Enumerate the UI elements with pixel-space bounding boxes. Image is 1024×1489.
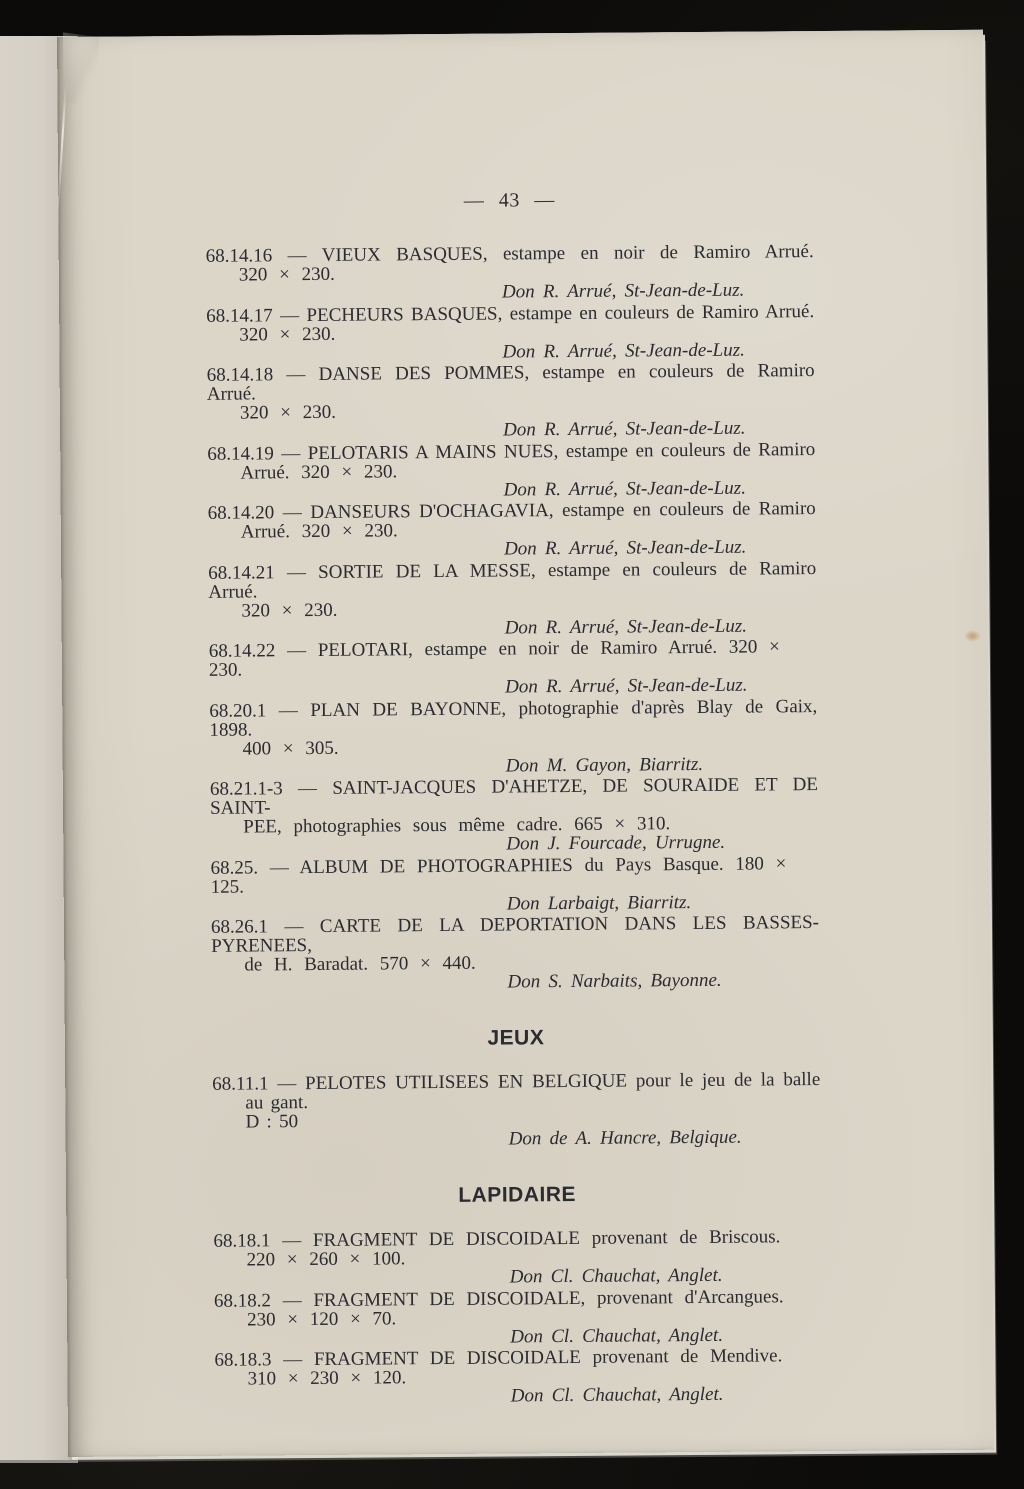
- entry-line: 220 × 260 × 100.: [246, 1248, 406, 1271]
- catalog-entry-68.25.: [210, 854, 818, 916]
- entry-line: de H. Baradat. 570 × 440.: [244, 952, 476, 976]
- catalog-entry-68.18.1: [213, 1227, 821, 1289]
- entry-line: Arrué. 320 × 230.: [240, 460, 398, 484]
- entry-line: 320 × 230.: [241, 599, 338, 622]
- book-page: [57, 30, 994, 1457]
- catalog-entry-68.14.19: [207, 440, 815, 502]
- catalog-entry-68.20.1: [209, 697, 818, 778]
- entry-donor: Don M. Gayon, Biarritz.: [505, 753, 704, 776]
- entry-line: 68.14.22 — PELOTARI, estampe en noir de Ramiro Arrué. 320 × 230.: [208, 636, 780, 681]
- entry-donor: Don R. Arrué, St-Jean-de-Luz.: [504, 615, 748, 639]
- entry-line: 68.14.19 — PELOTARIS A MAINS NUES, estampe en couleurs de Ramiro: [207, 438, 816, 465]
- entry-line: au gant.: [245, 1092, 309, 1114]
- entry-line: 68.14.16 — VIEUX BASQUES, estampe en noir de Ramiro Arrué.: [205, 241, 814, 267]
- catalog-entry-68.14.22: [209, 637, 817, 699]
- catalog-sections: [206, 242, 823, 1408]
- entry-line: 320 × 230.: [239, 401, 337, 424]
- catalog-section-main: [206, 242, 820, 994]
- entry-donor: Don Cl. Chauchat, Anglet.: [510, 1324, 724, 1347]
- entry-line: 68.14.21 — SORTIE DE LA MESSE, estampe en couleurs de Ramiro Arrué.: [208, 557, 817, 603]
- entry-line: 68.11.1 — PELOTES UTILISEES EN BELGIQUE pour le jeu de la balle: [212, 1069, 821, 1095]
- entry-line: D : 50: [245, 1111, 299, 1133]
- entry-line: 68.18.2 — FRAGMENT DE DISCOIDALE, provenant d'Arcangues.: [213, 1285, 784, 1312]
- entry-donor: Don R. Arrué, St-Jean-de-Luz.: [503, 536, 747, 560]
- entry-line: 230 × 120 × 70.: [246, 1307, 397, 1331]
- entry-line: PEE, photographies sous même cadre. 665 × 310.: [243, 813, 671, 838]
- entry-donor: Don Cl. Chauchat, Anglet.: [509, 1264, 723, 1288]
- catalog-entry-68.14.20: [208, 499, 816, 561]
- entry-donor: Don S. Narbaits, Bayonne.: [507, 969, 722, 993]
- entry-line: 68.20.1 — PLAN DE BAYONNE, photographie d'après Blay de Gaix, 1898.: [209, 695, 818, 741]
- section-heading: LAPIDAIRE: [458, 1182, 577, 1207]
- catalog-entry-68.18.2: [214, 1287, 822, 1349]
- entry-line: 68.14.18 — DANSE DES POMMES, estampe en couleurs de Ramiro Arrué.: [206, 360, 815, 405]
- entry-line: 68.14.17 — PECHEURS BASQUES, estampe en couleurs de Ramiro Arrué.: [206, 300, 815, 327]
- entry-line: 68.14.20 — DANSEURS D'OCHAGAVIA, estampe en couleurs de Ramiro: [207, 498, 816, 524]
- catalog-section-lapidaire: [213, 1182, 823, 1408]
- catalog-entry-68.14.16: [206, 242, 814, 304]
- entry-donor: Don R. Arrué, St-Jean-de-Luz.: [502, 339, 745, 363]
- top-left-fold: [63, 32, 100, 107]
- section-heading: JEUX: [487, 1026, 545, 1050]
- catalog-entry-68.26.1: [211, 913, 820, 994]
- stain-mark: [964, 630, 981, 642]
- entry-line: 320 × 230.: [238, 263, 335, 286]
- catalog-entry-68.18.3: [214, 1346, 822, 1408]
- page-number: — 43 —: [463, 189, 555, 212]
- entry-donor: Don Larbaigt, Biarritz.: [506, 891, 692, 914]
- entry-line: 68.21.1-3 — SAINT-JACQUES D'AHETZE, DE SOURAIDE ET DE SAINT-: [209, 774, 818, 819]
- entry-line: 68.18.1 — FRAGMENT DE DISCOIDALE provenant de Briscous.: [213, 1226, 781, 1252]
- catalog-entry-68.21.1-3: [210, 775, 819, 856]
- entry-donor: Don Cl. Chauchat, Anglet.: [510, 1383, 724, 1407]
- catalog-entry-68.14.17: [206, 302, 814, 364]
- entry-donor: Don R. Arrué, St-Jean-de-Luz.: [503, 417, 746, 441]
- catalog-entry-68.14.21: [208, 559, 817, 640]
- entry-donor: Don de A. Hancre, Belgique.: [508, 1126, 742, 1150]
- entry-donor: Don R. Arrué, St-Jean-de-Luz.: [503, 477, 746, 501]
- entry-line: 310 × 230 × 120.: [247, 1367, 407, 1390]
- entry-line: 68.25. — ALBUM DE PHOTOGRAPHIES du Pays Basque. 180 × 125.: [210, 852, 787, 898]
- entry-donor: Don R. Arrué, St-Jean-de-Luz.: [501, 279, 745, 303]
- entry-donor: Don R. Arrué, St-Jean-de-Luz.: [505, 674, 748, 698]
- entry-donor: Don J. Fourcade, Urrugne.: [506, 831, 726, 855]
- catalog-entry-68.11.1: [212, 1070, 821, 1151]
- catalog-section-jeux: [212, 1025, 821, 1151]
- catalog-entry-68.14.18: [207, 361, 816, 442]
- entry-line: 320 × 230.: [239, 323, 336, 346]
- entry-line: 68.18.3 — FRAGMENT DE DISCOIDALE provenant de Mendive.: [214, 1345, 783, 1371]
- entry-line: 400 × 305.: [242, 737, 339, 760]
- entry-line: 68.26.1 — CARTE DE LA DEPORTATION DANS LES BASSES-PYRENEES,: [210, 912, 820, 957]
- entry-line: Arrué. 320 × 230.: [240, 520, 398, 543]
- page-content: [204, 31, 823, 1410]
